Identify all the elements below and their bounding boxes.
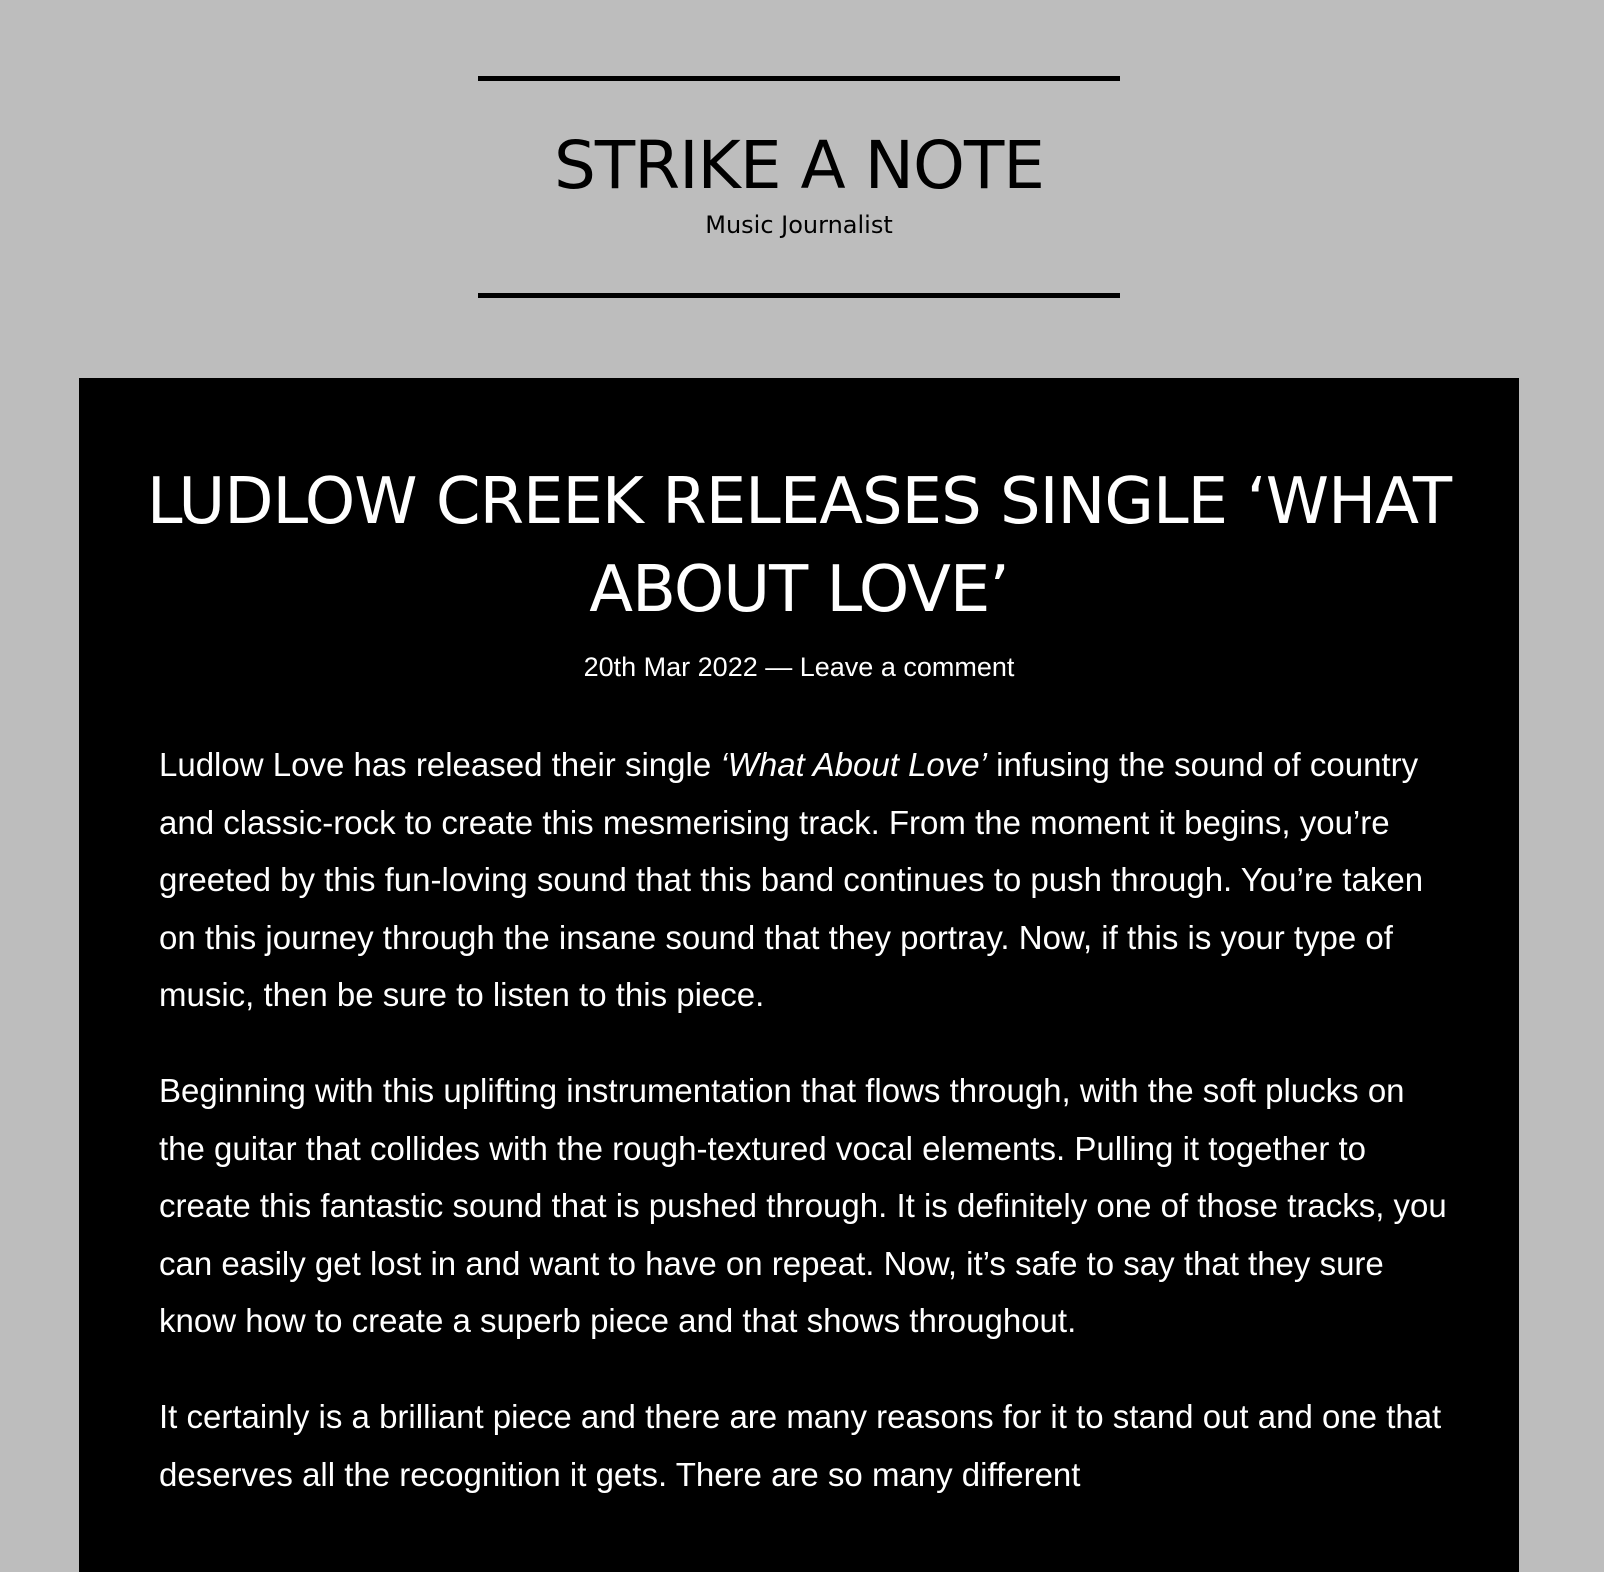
post-content (159, 736, 1449, 1541)
meta-separator: — (757, 652, 800, 682)
paragraph-3: It certainly is a brilliant piece and there are many reasons for it to stand out and one that deserves all the recognition it gets. There are so many different (159, 1397, 1442, 1493)
site-title-link[interactable]: STRIKE A NOTE (554, 127, 1044, 204)
site-tagline: Music Journalist (705, 211, 893, 239)
paragraph-1 (159, 736, 1449, 1024)
paragraph-2: Beginning with this uplifting instrumentation that flows through, with the soft plucks on the guitar that collides with the rough-textured vocal elements. Pulling it together to create this fantastic sound that is pushed through. It is definitely one of those tracks, you can easily get lost in and want to have on repeat. Now, it’s safe to say that they sure know how to create a superb piece and that shows throughout. (159, 1071, 1447, 1340)
post-meta (79, 650, 1519, 684)
post-article (79, 378, 1519, 1572)
paragraph-1-rest: infusing the sound of country and classic-rock to create this mesmerising track. From the moment it begins, you’re greeted by this fun-loving sound that this band continues to push through. You’re taken on this journey through the insane sound that they portray. Now, if this is your type of music, then be sure to listen to this piece. (159, 746, 1424, 1014)
post-title: LUDLOW CREEK RELEASES SINGLE ‘WHAT ABOUT LOVE’ (146, 465, 1452, 627)
song-title: ‘What About Love’ (720, 746, 987, 783)
post-date-link[interactable]: 20th Mar 2022 (583, 652, 758, 682)
leave-comment-link[interactable]: Leave a comment (799, 652, 1015, 682)
site-header (478, 76, 1120, 298)
paragraph-1-intro: Ludlow Love has released their single (159, 746, 721, 783)
